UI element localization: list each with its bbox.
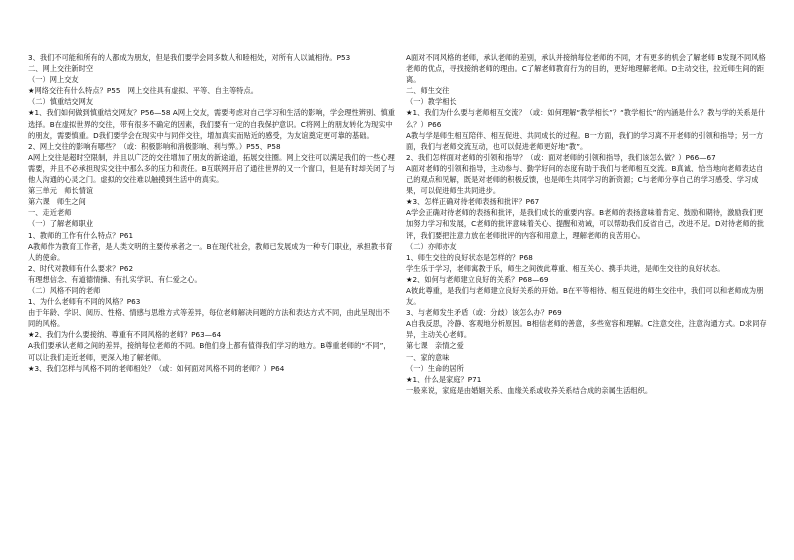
- answer-paragraph: 学生乐于学习，老师寓教于乐，师生之间彼此尊重、相互关心、携手共进，是师生交往的良好状态。: [406, 263, 725, 273]
- question-line: 3、与老师发生矛盾（或：分歧）该怎么办？P69: [406, 308, 562, 318]
- question-line: ★3、怎样正确对待老师表扬和批评？P67: [406, 197, 540, 207]
- subsection-heading: （二）亦师亦友: [406, 241, 457, 251]
- subsection-heading: （二）慎重结交网友: [28, 97, 94, 107]
- answer-paragraph: 由于年龄、学识、阅历、性格、情感与思维方式等差异，每位老师解决问题的方法和表达方式不同，由此呈现出不同的风格。: [28, 308, 390, 329]
- text-line: 3、我们不可能和所有的人都成为朋友，但是我们要学会同多数人和睦相处，对所有人以诚相待。P53: [28, 53, 351, 62]
- answer-paragraph: A面对不同风格的老师，承认老师的差别，承认并接纳每位老师的不同，才有更多的机会了解老师 B发现不同风格老师的优点，寻找接纳老师的理由。C了解老师教育行为的目的，更好地理解老师。D主动交往，拉近师生间的距离。: [406, 53, 766, 85]
- subsection-heading: （一）网上交友: [28, 75, 79, 85]
- section-heading: 二、网上交往新时空: [28, 64, 94, 74]
- question-line: ★2、我们为什么要接纳、尊重有不同风格的老师？P63—64: [28, 330, 222, 340]
- lesson-heading: 第七课 亲情之爱: [406, 341, 464, 351]
- section-heading: 一、家的意味: [406, 352, 450, 362]
- lesson-heading: 第六课 师生之间: [28, 197, 86, 207]
- answer-paragraph: A教师作为教育工作者，是人类文明的主要传承者之一。B在现代社会，教师已发展成为一种专门职业，承担教书育人的使命。: [28, 241, 393, 262]
- question-line: 1、为什么老师有不同的风格？P63: [28, 297, 141, 307]
- answer-paragraph: A教与学是师生相互陪伴、相互促进、共同成长的过程。B一方面，我们的学习离不开老师的引领和指导；另一方面，我们与老师交流互动，也可以促进老师更好地“教”。: [406, 130, 764, 151]
- left-column: [28, 52, 396, 374]
- answer-paragraph: A自我反思，冷静、客观地分析原因。B相信老师的善意，多些宽容和理解。C注意交往，注意沟通方式。D求同存异，主动关心老师。: [406, 319, 767, 340]
- subsection-heading: （一）了解老师职业: [28, 219, 94, 229]
- answer-paragraph: A面对老师的引领和指导，主动参与、勤学好问的态度有助于我们与老师相互交流。B真诚、恰当地向老师表达自己的观点和见解，既是对老师的积极反馈，也是师生共同学习的新资源；C与老师分享自己的学习感受、学习成果，可以促进师生共同进步。: [406, 163, 764, 196]
- section-heading: 一、走近老师: [28, 208, 72, 218]
- question-line: 2、我们怎样面对老师的引领和指导？（或：面对老师的引领和指导，我们该怎么做？）P66—67: [406, 152, 716, 162]
- question-line: ★2、如何与老师建立良好的关系？P68—69: [406, 274, 549, 284]
- answer-paragraph: 有理想信念、有道德情操、有扎实学识、有仁爱之心。: [28, 274, 202, 284]
- question-line: ★1、我们为什么要与老师相互交流？（或：如何理解“教学相长”？“教学相长”的内涵是什么？教与学的关系是什么？）P66: [406, 108, 766, 129]
- right-column: [406, 52, 768, 396]
- answer-paragraph: A彼此尊重，是我们与老师建立良好关系的开始。B在平等相待、相互促进的师生交往中，我们可以和老师成为朋友。: [406, 285, 764, 307]
- subsection-heading: （一）生命的居所: [406, 363, 464, 373]
- unit-heading: 第三单元 师长情谊: [28, 186, 94, 196]
- subsection-heading: （一）教学相长: [406, 97, 457, 107]
- answer-paragraph: 一般来说，家庭是由婚姻关系、血缘关系或收养关系结合成的亲属生活组织。: [406, 385, 653, 395]
- section-heading: 二、师生交往: [406, 86, 450, 96]
- question-line: ★3、我们怎样与风格不同的老师相处？（或：如何面对风格不同的老师？）P64: [28, 363, 285, 373]
- question-line: ★1、什么是家庭？P71: [406, 374, 482, 384]
- question-line: 2、时代对教师有什么要求？P62: [28, 263, 134, 273]
- answer-paragraph: A网上交往是超时空限制，并且以广泛的交往增加了朋友的新途道，拓展交往圈。网上交往可以满足我们的一些心理需要，并且不必承担现实交往中那么多的压力和责任。B互联网开启了通往世界的又一个窗口，但是有时却关闭了与他人沟通的心灵之门。虚拟的交往难以触摸到生活中的真实。: [28, 152, 395, 185]
- answer-paragraph: ★1、我们如何做到慎重结交网友？P56—58 A网上交友，需要考虑对自己学习和生活的影响，学会理性辨别、慎重选择。B在虚拟世界的交往，带有很多不确定的因素，我们要有一定的自我保护意识。C将网上的朋友转化为现实中的朋友，需要慎重。D我们要学会在现实中与同伴交往，增加真实而贴近的感受，为友谊奠定更可靠的基础。: [28, 108, 395, 140]
- answer-paragraph: A学会正确对待老师的表扬和批评，是我们成长的重要内容。B老师的表扬意味着肯定、鼓励和期待，激励我们更加努力学习和发展，C老师的批评意味着关心、提醒和劝诫，可以帮助我们反省自己，改进不足。D对待老师的批评，我们要把注意力放在老师批评的内容和用意上，理解老师的良苦用心。: [406, 208, 765, 240]
- question-line: 1、教师的工作有什么特点？P61: [28, 230, 134, 240]
- answer-paragraph: A我们要承认老师之间的差异，接纳每位老师的不同。B他们身上都有值得我们学习的地方。B尊重老师的“不同”，可以让我们走近老师，更深入地了解老师。: [28, 341, 391, 362]
- subsection-heading: （二）风格不同的老师: [28, 285, 101, 295]
- question-line: 2、网上交往的影响有哪些？（或：积极影响和消极影响、利与弊。）P55、P58: [28, 141, 281, 151]
- question-line: ★网络交往有什么特点？P55 网上交往具有虚拟、平等、自主等特点。: [28, 86, 259, 96]
- question-line: 1、师生交往的良好状态是怎样的？P68: [406, 252, 533, 262]
